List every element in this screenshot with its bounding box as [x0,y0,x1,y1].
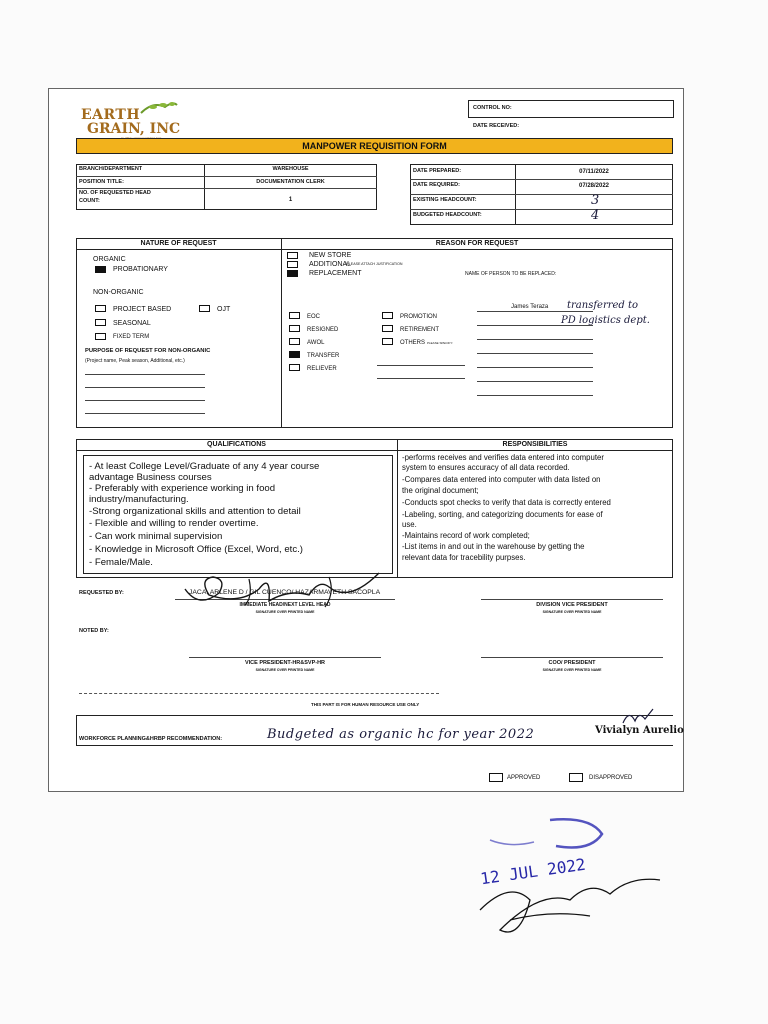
others-checkbox[interactable] [382,338,393,345]
coo-label: COO/ PRESIDENT [548,660,596,666]
replaced-note-2: PD logistics dept. [561,315,650,326]
requested-names: JACA, ARLENE D / GIL CUENCO/ HAZARMAVETH SACOPLA [189,589,381,596]
resigned-checkbox[interactable] [289,325,300,332]
immediate-head-label: IMMEDIATE HEAD/NEXT LEVEL HEAD [239,602,331,608]
resp-item-4: the original document; [402,486,479,495]
hr-initials [619,707,659,727]
resp-item-1: -performs receives and verifies data entered into computer [402,453,604,462]
seasonal-checkbox[interactable] [95,319,106,326]
wfp-label: WORKFORCE PLANNING&HRBP RECOMMENDATION: [79,736,223,742]
date-received-label: DATE RECEIVED: [473,123,520,129]
date-prepared-value: 07/11/2022 [579,169,609,175]
date-required-label: DATE REQUIRED: [413,182,460,188]
control-no-label: CONTROL NO: [473,105,512,111]
ojt-checkbox[interactable] [199,305,210,312]
reliever-label: RELIEVER [307,366,337,372]
leaf-icon [139,99,179,115]
purpose-label: PURPOSE OF REQUEST FOR NON-ORGANIC [85,348,211,354]
reliever-checkbox[interactable] [289,364,300,371]
budgeted-headcount-label: BUDGETED HEADCOUNT: [413,212,482,218]
new-store-checkbox[interactable] [287,252,298,259]
attach-note: *PLEASE ATTACH JUSTIFICATION [345,262,403,266]
vp-hr-label: VICE PRESIDENT-HR&SVP-HR [244,660,326,666]
vp-hr-subtitle: SIGNATURE OVER PRINTED NAME [255,668,315,672]
awol-label: AWOL [307,340,325,346]
coo-subtitle: SIGNATURE OVER PRINTED NAME [542,668,602,672]
resp-item-3: -Compares data entered into computer with data listed on [402,475,601,484]
form-title: MANPOWER REQUISITION FORM [302,141,447,151]
division-vp-label: DIVISION VICE PRESIDENT [536,602,608,608]
resp-item-7: use. [402,520,417,529]
transfer-label: TRANSFER [307,353,340,359]
headcount-value: 1 [288,197,293,203]
resp-item-8: -Maintains record of work completed; [402,531,530,540]
non-organic-label: NON-ORGANIC [93,289,144,296]
existing-headcount-label: EXISTING HEADCOUNT: [413,197,477,203]
replaced-note-1: transferred to [567,300,639,311]
qualifications-header: QUALIFICATIONS [76,439,397,451]
organic-label: ORGANIC [93,256,126,263]
headcount-label-2: COUNT: [79,198,100,204]
budgeted-headcount-value: 4 [591,208,600,223]
transfer-checkbox[interactable] [289,351,300,358]
position-value: DOCUMENTATION CLERK [256,179,325,185]
received-signature [470,860,670,950]
branch-label: BRANCH/DEPARTMENT [79,166,143,172]
requested-by-signature [179,549,399,609]
resp-item-5: -Conducts spot checks to verify that data is correctly entered [402,498,611,507]
awol-checkbox[interactable] [289,338,300,345]
qual-item-8: - Knowledge in Microsoft Office (Excel, Word, etc.) [89,544,303,555]
approved-checkbox[interactable] [489,773,503,782]
additional-checkbox[interactable] [287,261,298,268]
approved-label: APPROVED [507,775,541,781]
position-label: POSITION TITLE: [79,179,124,185]
existing-headcount-value: 3 [591,193,600,208]
replaced-name: James Teraza [511,304,549,310]
others-label: OTHERS [400,340,426,346]
new-store-label: NEW STORE [309,252,352,259]
retirement-label: RETIREMENT [400,327,439,333]
qual-item-9: - Female/Male. [89,557,153,568]
requested-by-label: REQUESTED BY: [79,590,124,596]
resp-item-10: relevant data for tracebility purpses. [402,553,526,562]
hr-signer: Vivialyn Aurelio [595,725,684,736]
date-prepared-label: DATE PREPARED: [413,168,462,174]
reason-header: REASON FOR REQUEST [281,238,673,250]
resp-item-6: -Labeling, sorting, and categorizing documents for ease of [402,510,603,519]
disapproved-label: DISAPPROVED [589,775,633,781]
promotion-checkbox[interactable] [382,312,393,319]
purpose-hint: (Project name, Peak season, Additional, etc.) [85,358,185,364]
additional-label: ADDITIONAL [309,261,352,268]
fixed-term-label: FIXED TERM [113,334,150,340]
probationary-checkbox[interactable] [95,266,106,273]
qual-item-5: -Strong organizational skills and attention to detail [89,506,301,517]
company-logo [81,99,191,135]
resp-item-2: system to ensures accuracy of all data recorded. [402,463,570,472]
qual-item-6: - Flexible and willing to render overtime. [89,518,259,529]
wfp-recommendation: Budgeted as organic hc for year 2022 [267,727,535,742]
immediate-head-subtitle: SIGNATURE OVER PRINTED NAME [255,610,315,614]
qual-item-2: advantage Business courses [89,472,212,483]
resigned-label: RESIGNED [307,327,339,333]
headcount-label-1: NO. OF REQUESTED HEAD [79,190,151,196]
logo-line-2: GRAIN, INC [87,121,181,137]
hr-only-note: THIS PART IS FOR HUMAN RESOURCE USE ONLY [311,702,420,707]
qual-item-1: - At least College Level/Graduate of any 4 year course [89,461,320,472]
resp-item-9: -List items in and out in the warehouse by getting the [402,542,585,551]
qual-item-7: - Can work minimal supervision [89,531,223,542]
project-based-checkbox[interactable] [95,305,106,312]
probationary-label: PROBATIONARY [113,266,168,273]
ojt-label: OJT [217,306,231,313]
stamp-date: 12 JUL 2022 [479,854,587,889]
promotion-label: PROMOTION [400,314,437,320]
replaced-label: NAME OF PERSON TO BE REPLACED: [465,271,557,277]
qual-item-3: - Preferably with experience working in food [89,483,276,494]
disapproved-checkbox[interactable] [569,773,583,782]
qual-item-4: industry/manufacturing. [89,494,189,505]
date-required-value: 07/28/2022 [578,183,610,189]
nature-header: NATURE OF REQUEST [76,238,281,250]
eoc-label: EOC [307,314,321,320]
replacement-label: REPLACEMENT [309,270,362,277]
form-sheet [48,88,684,792]
division-vp-subtitle: SIGNATURE OVER PRINTED NAME [542,610,602,614]
replacement-checkbox[interactable] [287,270,298,277]
others-note: PLEASE SPECIFY: [427,341,454,345]
retirement-checkbox[interactable] [382,325,393,332]
project-based-label: PROJECT BASED [113,306,172,313]
fixed-term-checkbox[interactable] [95,333,106,340]
branch-value: WAREHOUSE [272,166,309,172]
responsibilities-header: RESPONSIBILITIES [397,439,673,451]
eoc-checkbox[interactable] [289,312,300,319]
noted-by-label: NOTED BY: [79,628,109,634]
seasonal-label: SEASONAL [113,320,151,327]
logo-line-1: EARTH [81,107,141,123]
